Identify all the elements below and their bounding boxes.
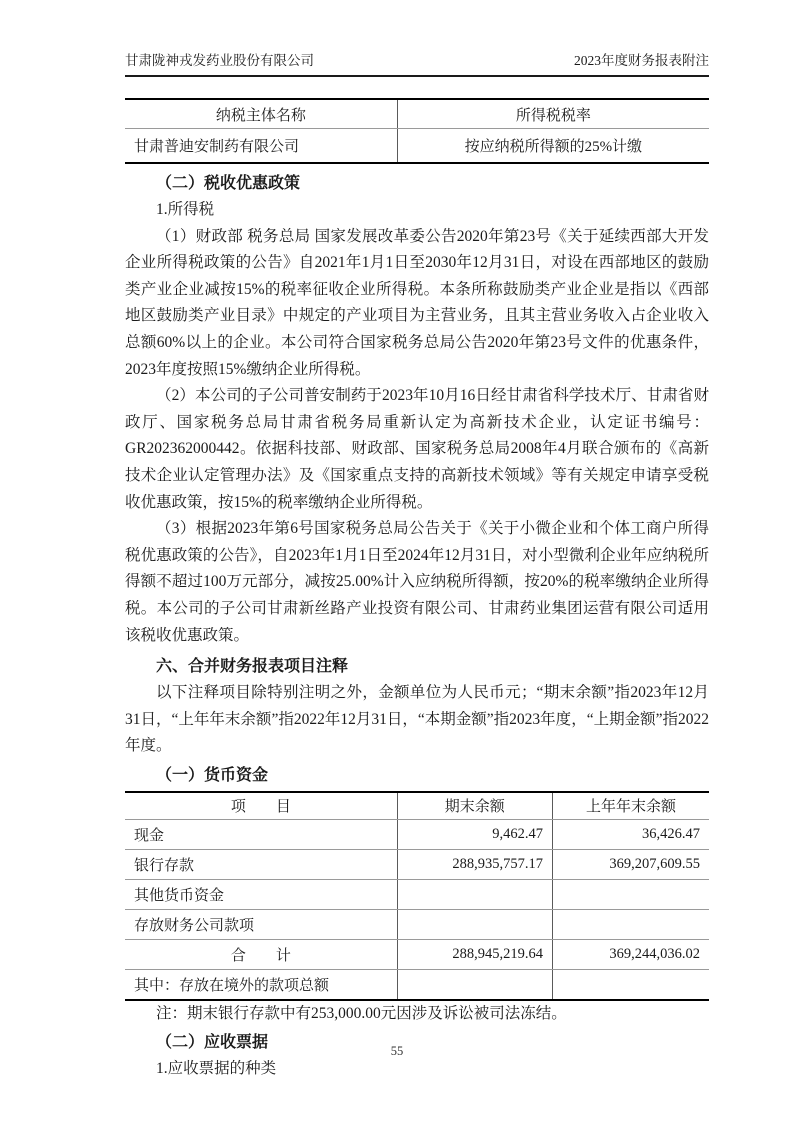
ending-balance-cell: [397, 909, 552, 939]
tax-table-header-row: [125, 99, 709, 129]
section-heading-notes: 六、合并财务报表项目注释: [156, 658, 349, 676]
prior-balance-cell: 36,426.47: [552, 819, 709, 849]
item-cell: 银行存款: [125, 849, 397, 879]
prior-balance-cell: 369,207,609.55: [552, 849, 709, 879]
page-number: 55: [390, 1044, 404, 1058]
mf-header-ending-balance: 期末余额: [397, 792, 552, 820]
table-row: [125, 819, 709, 849]
subsection-income-tax: 1.所得税: [156, 201, 215, 218]
page-footer: [0, 1044, 794, 1059]
table-row-total: [125, 939, 709, 969]
taxpayer-name-cell: 甘肃普迪安制药有限公司: [125, 129, 397, 164]
item-cell: 其他货币资金: [125, 879, 397, 909]
item-cell: 现金: [125, 819, 397, 849]
section-heading-notes-receivable: （二）应收票据: [156, 1034, 269, 1052]
table-row: [125, 879, 709, 909]
paragraph-income-tax-1: （1）财政部 税务总局 国家发展改革委公告2020年第23号《关于延续西部大开发企业所得税政策的公告》自2021年1月1日至2030年12月31日，对设在西部地区的鼓励类产业企业减按15%的税率征收企业所得税。本条所称鼓励类产业企业是指以《西部地区鼓励类产业目录》中规定的产业项目为主营业务，且其主营业务收入占企业收入总额60%以上的企业。本公司符合国家税务总局公告2020年第23号文件的优惠条件，2023年度按照15%缴纳企业所得税。: [125, 227, 709, 378]
prior-balance-cell: [552, 909, 709, 939]
ending-balance-cell: [397, 969, 552, 1000]
section-heading-monetary-funds: （一）货币资金: [156, 766, 269, 784]
table-row: [125, 849, 709, 879]
prior-balance-cell: [552, 879, 709, 909]
section-heading-tax-incentives: （二）税收优惠政策: [156, 175, 301, 192]
item-cell: 其中：存放在境外的款项总额: [125, 969, 397, 1000]
tax-table-header-rate: 所得税税率: [397, 99, 709, 129]
prior-balance-cell: [552, 969, 709, 1000]
table-row: [125, 909, 709, 939]
table-row: [125, 969, 709, 1000]
item-cell: 存放财务公司款项: [125, 909, 397, 939]
table-row: [125, 129, 709, 164]
mf-header-row: [125, 792, 709, 820]
paragraph-income-tax-3: （3）根据2023年第6号国家税务总局公告关于《关于小微企业和个体工商户所得税优惠政策的公告》，自2023年1月1日至2024年12月31日，对小型微利企业年应纳税所得额不超过100万元部分，减按25.00%计入应纳税所得额，按20%的税率缴纳企业所得税。本公司的子公司甘肃新丝路产业投资有限公司、甘肃药业集团运营有限公司适用该税收优惠政策。: [125, 520, 709, 644]
page-header: [125, 52, 709, 77]
ending-balance-cell: 288,935,757.17: [397, 849, 552, 879]
mf-header-item: 项 目: [125, 792, 397, 820]
subsection-notes-receivable-types: 1.应收票据的种类: [156, 1060, 277, 1078]
mf-header-prior-year-balance: 上年年末余额: [552, 792, 709, 820]
notes-intro-paragraph: 以下注释项目除特别注明之外，金额单位为人民币元；“期末余额”指2023年12月31日，“上年年末余额”指2022年12月31日，“本期金额”指2023年度，“上期金额”指2022年度。: [125, 684, 709, 755]
header-company-name: 甘肃陇神戎发药业股份有限公司: [125, 53, 314, 68]
ending-balance-cell: 288,945,219.64: [397, 939, 552, 969]
header-doc-title: 2023年度财务报表附注: [574, 53, 709, 68]
prior-balance-cell: 369,244,036.02: [552, 939, 709, 969]
ending-balance-cell: 9,462.47: [397, 819, 552, 849]
paragraph-income-tax-2: （2）本公司的子公司普安制药于2023年10月16日经甘肃省科学技术厅、甘肃省财政厅、国家税务总局甘肃省税务局重新认定为高新技术企业，认定证书编号：GR202362000442。依据科技部、财政部、国家税务总局2008年4月联合颁布的《高新技术企业认定管理办法》及《国家重点支持的高新技术领域》等有关规定申请享受税收优惠政策，按15%的税率缴纳企业所得税。: [125, 387, 709, 511]
monetary-funds-table: [125, 791, 709, 1001]
tax-table-header-name: 纳税主体名称: [125, 99, 397, 129]
bank-deposit-note: 注：期末银行存款中有253,000.00元因涉及诉讼被司法冻结。: [156, 1004, 567, 1022]
item-cell: 合 计: [125, 939, 397, 969]
document-body: [125, 98, 709, 1083]
tax-rate-cell: 按应纳税所得额的25%计缴: [464, 139, 643, 155]
tax-payer-table: [125, 98, 709, 164]
ending-balance-cell: [397, 879, 552, 909]
